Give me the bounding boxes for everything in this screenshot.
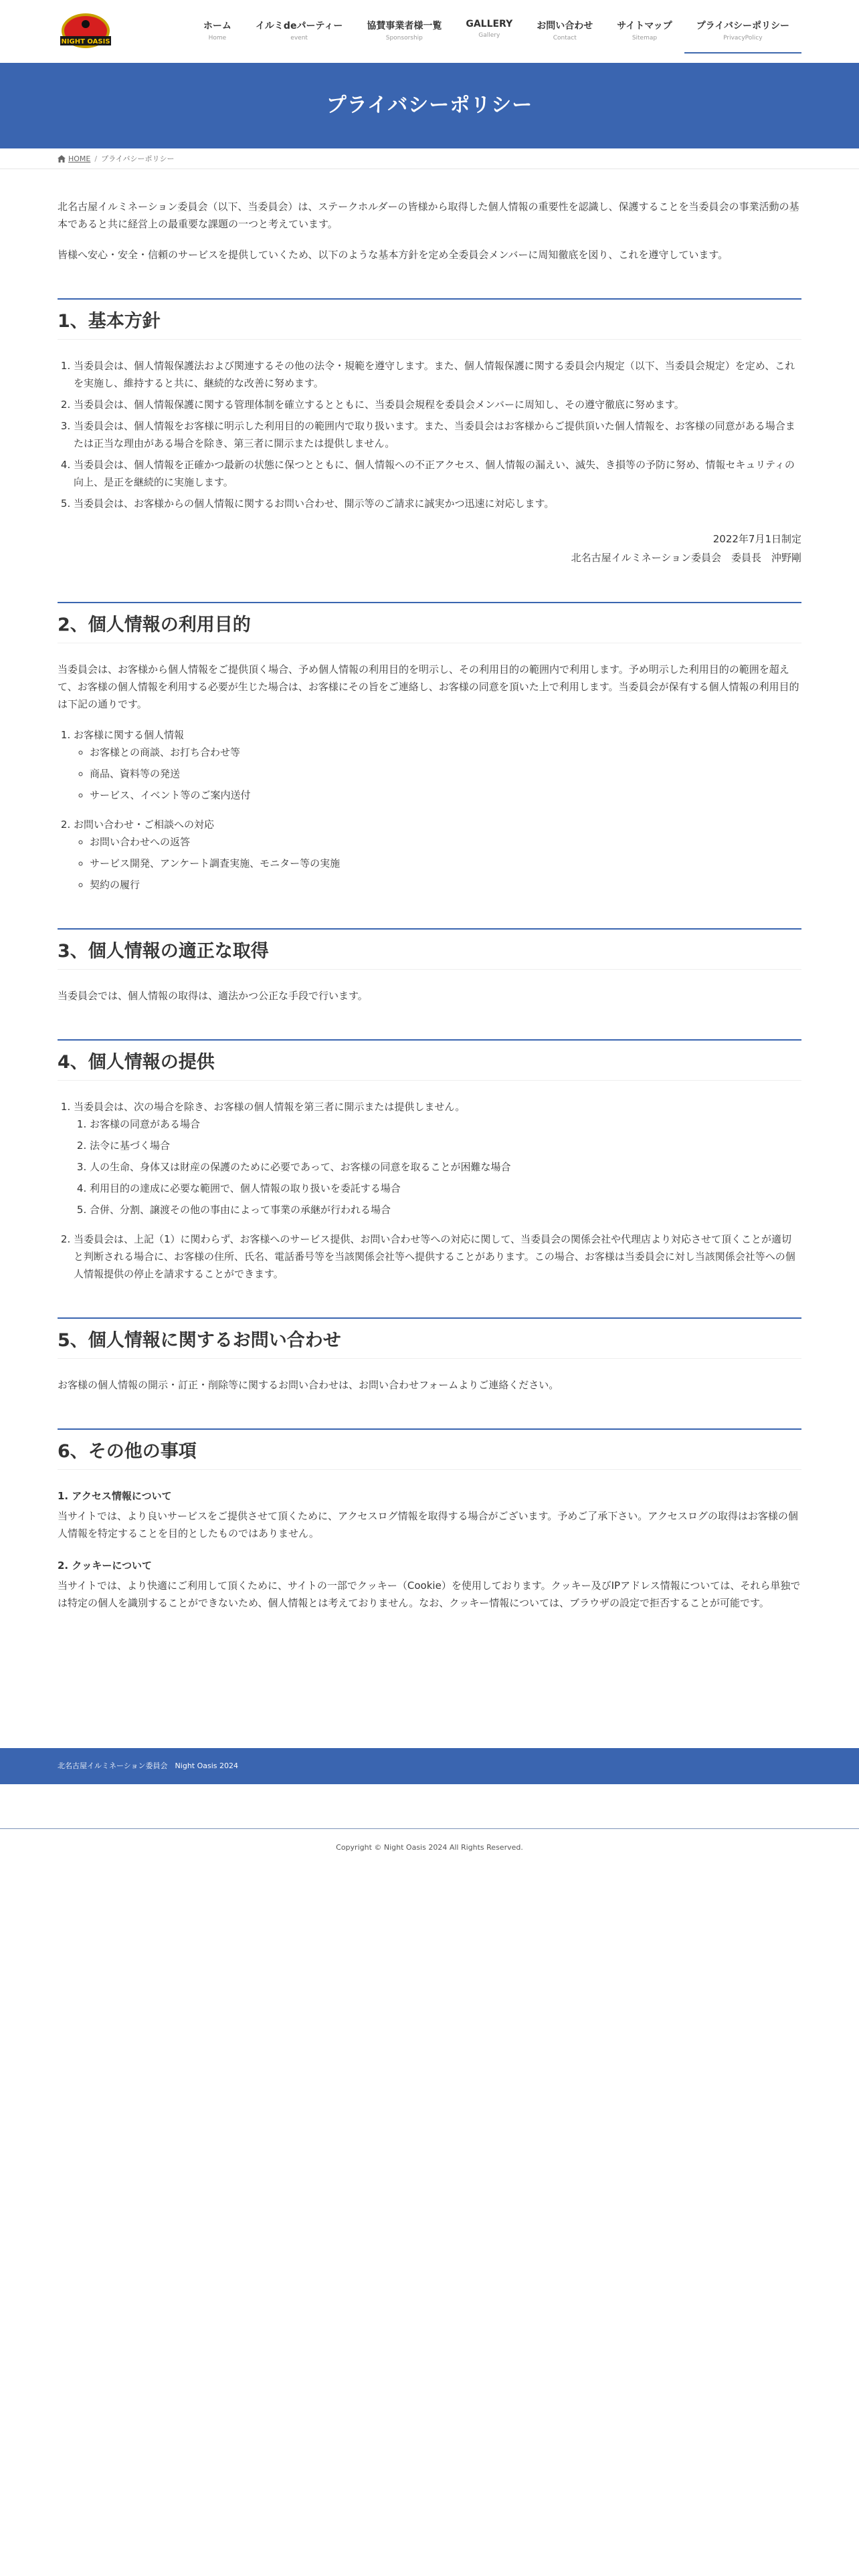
site-logo[interactable] xyxy=(58,11,114,51)
nav-item-contact[interactable] xyxy=(524,11,605,53)
page-title: プライバシーポリシー xyxy=(326,94,533,117)
nav-sublabel: PrivacyPolicy xyxy=(723,35,763,41)
nav-item-gallery[interactable] xyxy=(454,11,524,53)
list-item: 1. お客様の同意がある場合 xyxy=(90,1115,801,1133)
list-item: 3. 人の生命、身体又は財産の保護のために必要であって、お客様の同意を取ることが困難な場合 xyxy=(90,1158,801,1176)
list-item: 5. 当委員会は、お客様からの個人情報に関するお問い合わせ、開示等のご請求に誠実かつ迅速に対応します。 xyxy=(74,495,801,512)
list-item: ◦ お問い合わせへの返答 xyxy=(90,833,801,851)
nav-label: お問い合わせ xyxy=(537,21,593,31)
breadcrumb-current: プライバシーポリシー xyxy=(101,154,175,163)
breadcrumb-home-link[interactable] xyxy=(58,154,90,163)
section-title-provision: 4、個人情報の提供 xyxy=(58,1039,801,1081)
sub-list xyxy=(74,833,801,893)
main-nav xyxy=(191,11,801,53)
nav-item-privacy[interactable] xyxy=(684,11,801,53)
signature: 北名古屋イルミネーション委員会 委員長 沖野剛 xyxy=(571,552,801,564)
main-content xyxy=(58,198,801,1625)
svg-text:NIGHT OASIS: NIGHT OASIS xyxy=(61,38,110,45)
list-item: 5. 合併、分割、譲渡その他の事由によって事業の承継が行われる場合 xyxy=(90,1201,801,1218)
nav-item-sponsorship[interactable] xyxy=(355,11,454,53)
list-item: ◦ サービス、イベント等のご案内送付 xyxy=(90,786,801,804)
list-item xyxy=(74,1098,801,1218)
list-item: 1. 当委員会は、個人情報保護法および関連するその他の法令・規範を遵守します。また、個人情報保護に関する委員会内規定（以下、当委員会規定）を定め、これを実施し、維持すると共に、継続的な改善に努めます。 xyxy=(74,357,801,392)
sub-list xyxy=(74,1115,801,1218)
page-header xyxy=(0,63,859,148)
breadcrumb xyxy=(58,148,175,169)
site-header xyxy=(0,0,859,63)
list-item: 4. 当委員会は、個人情報を正確かつ最新の状態に保つとともに、個人情報への不正アクセス、個人情報の漏えい、滅失、き損等の予防に努め、情報セキュリティの向上、是正を継続的に実施します。 xyxy=(74,456,801,491)
list-item: 2. 法令に基づく場合 xyxy=(90,1137,801,1154)
cookie-heading: 2. クッキーについて xyxy=(58,1560,153,1572)
list-item: 3. 当委員会は、個人情報をお客様に明示した利用目的の範囲内で取り扱います。また、当委員会はお客様からご提供頂いた個人情報を、お客様の同意がある場合または正当な理由がある場合を除き、第三者に開示または提供しません。 xyxy=(74,417,801,452)
list-item: ◦ 契約の履行 xyxy=(90,876,801,893)
section-title-purpose: 2、個人情報の利用目的 xyxy=(58,602,801,643)
breadcrumb-separator: / xyxy=(94,154,98,163)
nav-sublabel: Gallery xyxy=(478,32,500,39)
nav-label: イルミdeパーティー xyxy=(255,21,343,31)
section-title-acquisition: 3、個人情報の適正な取得 xyxy=(58,928,801,970)
acquisition-paragraph: 当委員会では、個人情報の取得は、適法かつ公正な手段で行います。 xyxy=(58,990,368,1002)
list-item xyxy=(74,726,801,804)
section-title-inquiry: 5、個人情報に関するお問い合わせ xyxy=(58,1317,801,1359)
nav-item-sitemap[interactable] xyxy=(605,11,684,53)
nav-item-event[interactable] xyxy=(244,11,355,53)
list-item: ◦ サービス開発、アンケート調査実施、モニター等の実施 xyxy=(90,855,801,872)
signature-block xyxy=(58,530,801,567)
intro-paragraph: 皆様へ安心・安全・信頼のサービスを提供していくため、以下のような基本方針を定め全委員会メンバーに周知徹底を図り、これを遵守しています。 xyxy=(58,249,729,261)
list-item-label: お問い合わせ・ご相談への対応 xyxy=(74,819,215,831)
nav-label: GALLERY xyxy=(466,19,513,29)
list-item-label: 当委員会は、次の場合を除き、お客様の個人情報を第三者に開示または提供しません。 xyxy=(74,1101,466,1113)
nav-sublabel: Sitemap xyxy=(632,35,658,41)
list-item: ◦ 商品、資料等の発送 xyxy=(90,765,801,782)
section-title-basic-policy: 1、基本方針 xyxy=(58,298,801,340)
intro-paragraph: 北名古屋イルミネーション委員会（以下、当委員会）は、ステークホルダーの皆様から取得した個人情報の重要性を認識し、保護することを当委員会の事業活動の基本であると共に経営上の最重要な課題の一つと考えています。 xyxy=(58,201,799,230)
list-item: 2. 当委員会は、上記（1）に関わらず、お客様へのサービス提供、お問い合わせ等への対応に関して、当委員会の関係会社や代理店より対応させて頂くことが適切と判断される場合に、お客様の住所、氏名、電話番号等を当該関係会社等へ提供することがあります。この場合、お客様は当委員会に対し当該関係会社等への個人情報提供の停止を請求することができます。 xyxy=(74,1230,801,1283)
list-item xyxy=(74,816,801,893)
access-info-paragraph: 当サイトでは、より良いサービスをご提供させて頂くために、アクセスログ情報を取得する場合がございます。予めご了承下さい。アクセスログの取得はお客様の個人情報を特定することを目的としたものではありません。 xyxy=(58,1510,798,1539)
nav-item-home[interactable] xyxy=(191,11,244,53)
nav-sublabel: Contact xyxy=(553,35,577,41)
access-info-heading: 1. アクセス情報について xyxy=(58,1490,172,1502)
breadcrumb-home-label: HOME xyxy=(68,154,91,163)
nav-label: ホーム xyxy=(203,21,231,31)
basic-policy-list xyxy=(58,357,801,512)
nav-label: 協賛事業者様一覧 xyxy=(367,21,442,31)
purpose-list xyxy=(58,726,801,893)
logo-emblem-icon xyxy=(58,11,114,51)
enactment-date: 2022年7月1日制定 xyxy=(712,533,801,545)
cookie-paragraph: 当サイトでは、より快適にご利用して頂くために、サイトの一部でクッキー（Cookie）を使用しております。クッキー及びIPアドレス情報については、それら単独では特定の個人を識別することができないため、個人情報とは考えておりません。なお、クッキー情報については、ブラウザの設定で拒否することが可能です。 xyxy=(58,1580,801,1609)
nav-label: プライバシーポリシー xyxy=(696,21,789,31)
nav-sublabel: event xyxy=(290,35,308,41)
sub-list xyxy=(74,744,801,804)
provision-list xyxy=(58,1098,801,1283)
purpose-paragraph: 当委員会は、お客様から個人情報をご提供頂く場合、予め個人情報の利用目的を明示し、その利用目的の範囲内で利用します。予め明示した利用目的の範囲を超えて、お客様の個人情報を利用する必要が生じた場合は、お客様にその旨をご連絡し、お客様の同意を頂いた上で利用します。当委員会が保有する個人情報の利用目的は下記の通りです。 xyxy=(58,663,799,710)
list-item-label: お客様に関する個人情報 xyxy=(74,729,185,741)
section-title-other: 6、その他の事項 xyxy=(58,1428,801,1470)
list-item: 4. 利用目的の達成に必要な範囲で、個人情報の取り扱いを委託する場合 xyxy=(90,1180,801,1197)
list-item: 2. 当委員会は、個人情報保護に関する管理体制を確立するとともに、当委員会規程を委員会メンバーに周知し、その遵守徹底に努めます。 xyxy=(74,396,801,413)
footer-divider xyxy=(0,1828,859,1829)
nav-sublabel: Sponsorship xyxy=(385,35,423,41)
footer-band-text: 北名古屋イルミネーション委員会 Night Oasis 2024 xyxy=(58,1761,239,1770)
nav-sublabel: Home xyxy=(208,35,227,41)
nav-label: サイトマップ xyxy=(617,21,672,31)
list-item: ◦ お客様との商談、お打ち合わせ等 xyxy=(90,744,801,761)
copyright: Copyright © Night Oasis 2024 All Rights Reserved. xyxy=(336,1843,523,1852)
inquiry-paragraph: お客様の個人情報の開示・訂正・削除等に関するお問い合わせは、お問い合わせフォームよりご連絡ください。 xyxy=(58,1379,559,1391)
home-icon xyxy=(58,155,66,163)
footer-band xyxy=(0,1748,859,1784)
